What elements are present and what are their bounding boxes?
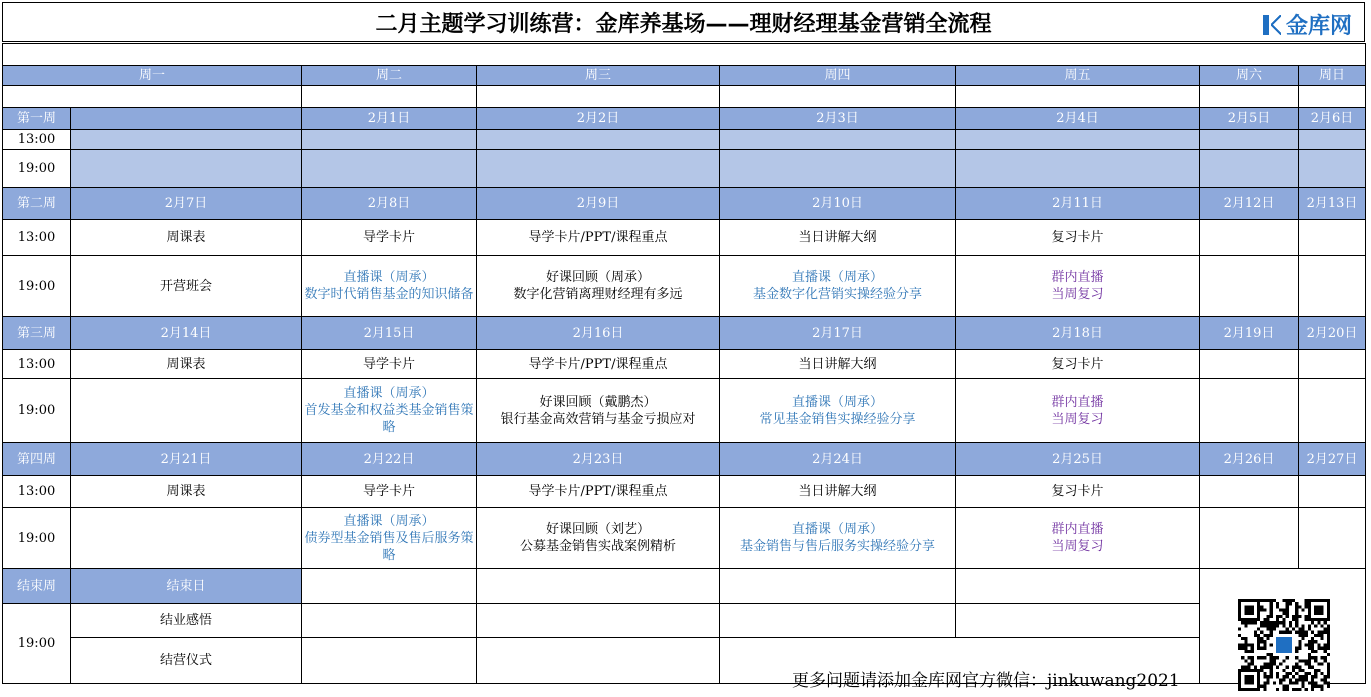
time-cell: 19:00 xyxy=(3,256,71,317)
blank-row xyxy=(3,86,1366,108)
session-cell xyxy=(720,130,956,150)
day-header: 周日 xyxy=(1299,66,1366,86)
date-cell: 2月21日 xyxy=(71,443,302,476)
session-row xyxy=(3,150,1366,188)
day-header: 周二 xyxy=(302,66,477,86)
session-cell: 直播课（周承） 数字时代销售基金的知识储备 xyxy=(302,256,477,317)
date-cell: 2月14日 xyxy=(71,317,302,350)
schedule-table xyxy=(2,43,1366,684)
date-cell: 2月2日 xyxy=(477,108,720,130)
date-cell: 2月7日 xyxy=(71,188,302,220)
session-cell: 好课回顾（戴鹏杰） 银行基金高效营销与基金亏损应对 xyxy=(477,379,720,443)
session-cell xyxy=(302,150,477,188)
logo-mark-icon xyxy=(1261,13,1283,37)
session-cell xyxy=(956,130,1200,150)
session-cell: 开营班会 xyxy=(71,256,302,317)
session-row xyxy=(3,256,1366,317)
day-header: 周三 xyxy=(477,66,720,86)
day-header: 周四 xyxy=(720,66,956,86)
day-header: 周五 xyxy=(956,66,1200,86)
session-cell xyxy=(1299,379,1366,443)
session-cell: 直播课（周承） 首发基金和权益类基金销售策略 xyxy=(302,379,477,443)
session-cell: 导学卡片/PPT/课程重点 xyxy=(477,220,720,256)
time-cell: 13:00 xyxy=(3,350,71,379)
table-cell xyxy=(720,604,956,638)
session-cell: 周课表 xyxy=(71,476,302,508)
table-cell xyxy=(477,638,720,684)
date-cell: 2月5日 xyxy=(1200,108,1299,130)
table-cell xyxy=(3,86,302,108)
weekday-header-row xyxy=(3,66,1366,86)
table-cell xyxy=(956,569,1200,604)
date-cell: 2月26日 xyxy=(1200,443,1299,476)
table-cell xyxy=(956,604,1200,638)
session-cell: 周课表 xyxy=(71,350,302,379)
session-cell xyxy=(71,508,302,569)
session-cell xyxy=(1299,130,1366,150)
session-cell xyxy=(1200,130,1299,150)
session-cell: 导学卡片 xyxy=(302,350,477,379)
final-item: 结业感悟 xyxy=(71,604,302,638)
time-cell: 13:00 xyxy=(3,220,71,256)
date-cell: 2月18日 xyxy=(956,317,1200,350)
session-cell xyxy=(720,150,956,188)
session-cell xyxy=(1200,508,1299,569)
session-cell: 复习卡片 xyxy=(956,350,1200,379)
date-cell xyxy=(71,108,302,130)
day-header: 周六 xyxy=(1200,66,1299,86)
session-cell xyxy=(477,130,720,150)
date-cell: 2月4日 xyxy=(956,108,1200,130)
date-cell: 2月24日 xyxy=(720,443,956,476)
date-cell: 2月23日 xyxy=(477,443,720,476)
date-cell: 2月16日 xyxy=(477,317,720,350)
session-cell: 群内直播 当周复习 xyxy=(956,256,1200,317)
session-cell xyxy=(71,379,302,443)
date-cell: 2月15日 xyxy=(302,317,477,350)
session-cell xyxy=(1299,150,1366,188)
table-cell xyxy=(477,86,720,108)
title-text: 二月主题学习训练营：金库养基场——理财经理基金营销全流程 xyxy=(375,11,992,37)
table-cell xyxy=(302,638,477,684)
session-row xyxy=(3,130,1366,150)
session-cell xyxy=(477,150,720,188)
date-cell: 2月22日 xyxy=(302,443,477,476)
table-cell xyxy=(720,86,956,108)
session-cell: 直播课（周承） 基金销售与售后服务实操经验分享 xyxy=(720,508,956,569)
session-cell: 直播课（周承） 基金数字化营销实操经验分享 xyxy=(720,256,956,317)
date-cell: 2月11日 xyxy=(956,188,1200,220)
schedule-sheet xyxy=(2,2,1368,696)
session-cell: 直播课（周承） 债券型基金销售及售后服务策略 xyxy=(302,508,477,569)
time-cell: 19:00 xyxy=(3,150,71,188)
time-cell: 13:00 xyxy=(3,130,71,150)
final-item: 结营仪式 xyxy=(71,638,302,684)
session-cell: 好课回顾（刘艺） 公募基金销售实战案例精析 xyxy=(477,508,720,569)
week-header-row xyxy=(3,443,1366,476)
session-cell xyxy=(71,130,302,150)
week-label: 第三周 xyxy=(3,317,71,350)
final-row xyxy=(3,604,1366,638)
session-cell: 直播课（周承） 常见基金销售实操经验分享 xyxy=(720,379,956,443)
table-cell xyxy=(1299,86,1366,108)
session-cell xyxy=(956,150,1200,188)
final-week-row xyxy=(3,569,1366,604)
table-cell xyxy=(477,569,720,604)
time-cell: 19:00 xyxy=(3,604,71,684)
qr-code-icon xyxy=(1238,599,1330,691)
session-cell: 导学卡片/PPT/课程重点 xyxy=(477,476,720,508)
date-cell: 2月17日 xyxy=(720,317,956,350)
session-cell xyxy=(1200,220,1299,256)
session-cell xyxy=(1200,379,1299,443)
session-row xyxy=(3,508,1366,569)
session-cell: 好课回顾（周承） 数字化营销离理财经理有多远 xyxy=(477,256,720,317)
session-cell: 复习卡片 xyxy=(956,476,1200,508)
session-cell: 周课表 xyxy=(71,220,302,256)
day-header: 周一 xyxy=(3,66,302,86)
date-cell: 2月19日 xyxy=(1200,317,1299,350)
table-cell xyxy=(1200,86,1299,108)
session-cell xyxy=(1299,476,1366,508)
date-cell: 2月27日 xyxy=(1299,443,1366,476)
logo-text: 金库网 xyxy=(1285,14,1352,39)
week-label: 第四周 xyxy=(3,443,71,476)
date-cell: 2月20日 xyxy=(1299,317,1366,350)
session-cell: 导学卡片/PPT/课程重点 xyxy=(477,350,720,379)
week-label: 第二周 xyxy=(3,188,71,220)
date-cell: 2月12日 xyxy=(1200,188,1299,220)
session-cell xyxy=(1299,508,1366,569)
session-cell xyxy=(1299,256,1366,317)
brand-logo xyxy=(1261,9,1352,40)
session-cell xyxy=(1200,256,1299,317)
session-cell xyxy=(1299,220,1366,256)
session-cell: 当日讲解大纲 xyxy=(720,220,956,256)
date-cell: 2月25日 xyxy=(956,443,1200,476)
final-day-cell: 结束日 xyxy=(71,569,302,604)
session-cell: 当日讲解大纲 xyxy=(720,350,956,379)
time-cell: 19:00 xyxy=(3,379,71,443)
session-cell: 导学卡片 xyxy=(302,220,477,256)
date-cell: 2月3日 xyxy=(720,108,956,130)
session-cell: 群内直播 当周复习 xyxy=(956,379,1200,443)
time-cell: 13:00 xyxy=(3,476,71,508)
session-cell xyxy=(1200,350,1299,379)
session-row xyxy=(3,220,1366,256)
session-cell xyxy=(302,130,477,150)
date-cell: 2月9日 xyxy=(477,188,720,220)
table-cell xyxy=(956,86,1200,108)
session-row xyxy=(3,476,1366,508)
session-cell: 复习卡片 xyxy=(956,220,1200,256)
table-cell xyxy=(720,569,956,604)
footer-contact: 更多问题请添加金库网官方微信：jinkuwang2021 xyxy=(792,671,1180,691)
table-cell xyxy=(477,604,720,638)
week-header-row xyxy=(3,188,1366,220)
session-row xyxy=(3,379,1366,443)
table-cell xyxy=(302,86,477,108)
week-header-row xyxy=(3,108,1366,130)
date-cell: 2月6日 xyxy=(1299,108,1366,130)
spacer-row xyxy=(3,44,1366,66)
date-cell: 2月13日 xyxy=(1299,188,1366,220)
session-row xyxy=(3,350,1366,379)
session-cell xyxy=(71,150,302,188)
page-title xyxy=(2,2,1365,42)
table-cell xyxy=(302,569,477,604)
date-cell: 2月1日 xyxy=(302,108,477,130)
table-cell xyxy=(302,604,477,638)
week-label: 第一周 xyxy=(3,108,71,130)
spacer-cell xyxy=(3,44,1366,66)
week-header-row xyxy=(3,317,1366,350)
session-cell: 群内直播 当周复习 xyxy=(956,508,1200,569)
date-cell: 2月8日 xyxy=(302,188,477,220)
session-cell xyxy=(1200,150,1299,188)
date-cell: 2月10日 xyxy=(720,188,956,220)
week-label: 结束周 xyxy=(3,569,71,604)
time-cell: 19:00 xyxy=(3,508,71,569)
session-cell xyxy=(1299,350,1366,379)
session-cell xyxy=(1200,476,1299,508)
session-cell: 导学卡片 xyxy=(302,476,477,508)
session-cell: 当日讲解大纲 xyxy=(720,476,956,508)
